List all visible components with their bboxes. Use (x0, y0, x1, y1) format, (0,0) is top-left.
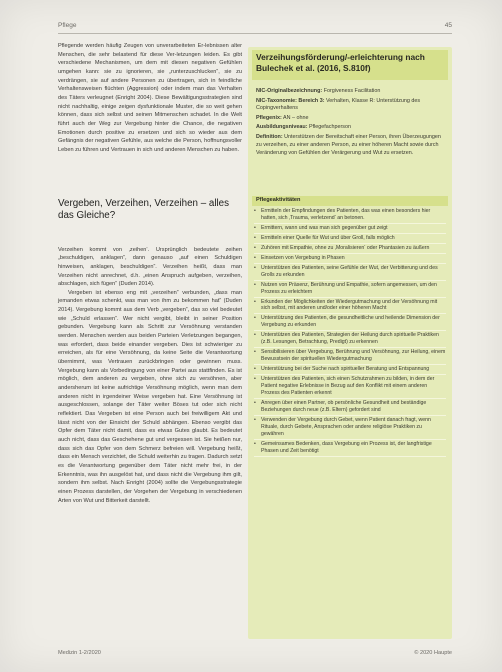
meta-label: NIC-Originalbezeichnung: (256, 88, 323, 94)
list-item: • Unterstützung bei der Suche nach spiritueller Beratung und Entspannung (254, 365, 446, 375)
bullet-icon: • (254, 399, 256, 406)
left-column (58, 42, 242, 505)
bullet-icon: • (254, 366, 256, 373)
meta-label: Ausbildungsniveau: (256, 124, 308, 131)
list-item: • Ermitteln einer Quelle für Wut und über Groll, falls möglich (254, 234, 446, 244)
info-box (248, 47, 452, 639)
list-item: • Unterstützung des Patienten, die gesundheitliche und heilende Dimension der Vergebung zu erkunden (254, 314, 446, 331)
list-item: • Unterstützen des Patienten, seine Gefühle der Wut, der Verbitterung und des Grolls zu erkunden (254, 264, 446, 281)
list-item: • Ermittern, wann und was man sich gegenüber gut zeigt (254, 224, 446, 234)
bullet-icon: • (254, 224, 256, 231)
meta-value: Verhalten, Klasse R: Unterstützung des Copingverhaltens (256, 97, 421, 112)
list-item: • Verwenden der Vergebung durch Gebet, wenn Patient danach fragt, wenn Rituale, durch Gebete, Ansprachen oder andere religiöse Praktiken zu gewähren (254, 416, 446, 440)
meta-row (256, 124, 446, 132)
footer-journal: Medizin 1-2/2020 (58, 650, 101, 656)
page-footer (58, 650, 452, 660)
list-item: • Erkunden der Möglichkeiten der Wiedergutmachung und der Versöhnung mit sich selbst, mit anderen und/oder einer höheren Macht (254, 298, 446, 315)
bullet-icon: • (254, 315, 256, 322)
bullet-icon: • (254, 281, 256, 288)
list-item: • Unterstützen des Patienten, Strategien der Heilung durch spirituelle Praktiken (z.B. Lesungen, Betrachtung, Predigt) zu erkennen (254, 331, 446, 348)
bullet-icon: • (254, 234, 256, 241)
list-item: • Unterstützen des Patienten, sich einen Schutzrahmen zu bilden, in dem der Patient negative Erlebnisse in Bezug auf den Konflikt mit einem anderen Prozess des Patienten erkennt (254, 375, 446, 399)
bullet-icon: • (254, 416, 256, 423)
page-number: 45 (444, 22, 452, 29)
list-item: • Gemeinsames Bedenken, dass Vergebung ein Prozess ist, der langfristige Phasen und Zeit benötigt (254, 440, 446, 457)
meta-value: Unterstützen der Bereitschaft einer Person, ihren Überzeugungen zu verzeihen, zu einer anderen Person, zu einer höheren Macht sowie durch Veränderung von Gefühlen der Verärgerung und Wut zu ersetzen. (256, 133, 441, 156)
activities-heading: Pflegeaktivitäten (252, 196, 448, 206)
body-paragraph-3: Vergeben ist ebenso eng mit „verzeihen“ verbunden, „dass man jemanden etwas schenkt, was man von ihm zu bekommen hat“ (Duden 2014). Vergebung kommt aus dem Verb „vergeben“, das so viel bedeutet wie „Schuld erlassen“. Wer nicht vergibt, bleibt in seiner Position gebunden. Vergebung kann als Schritt zur Versöhnung verstanden werden. Menschen werden aus beiden Parteien Verletzungen begangen, was erfordert, dass beide einander vergeben. Dies ist schwieriger zu erreichen, als für eine Versöhnung, da keine Seite die Verantwortung übernimmt, was Vertrauen zurückbringen oder gewinnen muss. Vergebung kann als Vorbedingung von einer Partei aus stattfinden. Es ist möglich, dem anderen zu vergeben, ohne sich zu versöhnen, aber andersherum ist keine aufrichtige Versöhnung möglich, wenn man dem anderen nicht in irgendeiner Weise vergeben hat. Eine Versöhnung ist ausgeschlossen, solange der Täter weiter Böses tut oder sich nicht reflektiert. Das Vergeben ist eine Person auch bei freiwilligem Akt und lässt nicht von der Einsicht der Schuld abhängen. Ebenso vergibt das Opfer dem Täter nicht damit, dass es etwas Gutes glaubt. Es bedeutet auch nicht, dass das Geschehene gut und vergessen ist. Sie heißen nur, dass sich das Opfer von dem Schmerz befreien will. Vergebung heißt, dass ein Mensch verzichtet, die Schuld weiterhin zu tragen. Dadurch setzt es die Verantwortung gegenüber dem Täter nicht mehr frei, in der Erkenntnis, was ihn ausgelöst hat, und dass nicht die Vergebung ihm gilt, sondern ihm selbst. Nach Enright (2004) sollte die Vergebungsstrategie einen Prozess darstellen, der Vorgehen der Vergebung in verschiedenen Arten von Wut und Bitterkeit darstellt. (58, 289, 242, 504)
list-item: • Nutzen von Präsenz, Berührung und Empathie, sofern angemessen, um den Prozess zu erleichtern (254, 281, 446, 298)
bullet-icon: • (254, 349, 256, 356)
list-item: • Anregen über einen Partner, ob persönliche Gesundheit und beständige Beziehungen durch neue (z.B. Eltern) gefordert sind (254, 399, 446, 416)
info-box-title: Verzeihungsförderung/-erleichterung nach Bulechek et al. (2016, S.810f) (252, 50, 448, 80)
meta-row (256, 98, 446, 114)
bullet-icon: • (254, 376, 256, 383)
body-paragraph-2: Verzeihen kommt von ‚zeihen‘. Ursprünglich bedeutete zeihen „beschuldigen, anklagen“, dann genauso „auf einen Schuldigen hinweisen, anklagen, beschuldigen“. Verzeihen heißt, dass man Verzeihen nicht anrechnet, d.h. „einen Anspruch aufgeben, verzeihen, abschlagen, sich fügen“ (Duden 2014). (58, 246, 242, 288)
list-item: • Sensibilisieren über Vergebung, Berührung und Versöhnung, zur Heilung, einem Bewusstsein der spirituellen Wiedergutmachung (254, 348, 446, 365)
section-heading: Vergeben, Verzeihen, Verzeihen – alles das Gleiche? (58, 197, 230, 221)
body-paragraph-1: Pflegende werden häufig Zeugen von unverarbeiteten Er-lebnissen alter Menschen, die sehr belastend für diese Ver-letzungen leiden. Es gibt verschiedene Mechanismen, um dem mit diesen negativen Gefühlen umgehen kann: sie zu ignorieren, sie „runterzuschlucken“, sie zu verdrängen, sie auf andere Personen zu übertragen, sich in feindliche Verhaltensweisen flüchten (Aggression) oder indem man das Verhalten des Täters verleugnet (Enright 2004). Diese Bewältigungsstrategien sind nicht nachhaltig, einige zeigen dysfunktionale Muster, die so weit gehen können, dass sich selbst und seinen Mitmenschen schadet. In die Welt führt auch der Weg zur Vergebung hinter die Chance, die negativen Emotionen durch positive zu ersetzen und sich so wieder aus dem Gefängnis der negativen Gefühle, aus welche die Person, hoffnungsvoller Leben zu führen und Vertrauen in sich und anderen Menschen zu haben. (58, 43, 242, 153)
list-item: • Einsetzen von Vergebung in Phasen (254, 254, 446, 264)
meta-label: Definition: (256, 133, 283, 140)
header-rule (58, 33, 452, 34)
bullet-icon: • (254, 244, 256, 251)
meta-row (256, 134, 446, 158)
meta-label: Pflegenix: (256, 114, 282, 121)
meta-row (256, 88, 446, 96)
bullet-icon: • (254, 440, 256, 447)
meta-label: NIC-Taxonomie: Bereich 3: (256, 97, 325, 104)
footer-copyright: © 2020 Haupte (414, 650, 452, 656)
list-item: • Zuhören mit Empathie, ohne zu ‚Moralisieren‘ oder Phantasien zu äußern (254, 244, 446, 254)
bullet-icon: • (254, 264, 256, 271)
activities-list (254, 207, 446, 457)
info-box-meta (256, 88, 446, 159)
meta-value: AN – ohne (282, 114, 309, 121)
list-item: • Ermitteln der Empfindungen des Patienten, das was einen besonders hier hatten, sich ‚Trauma, verletzend‘ an betonen. (254, 207, 446, 224)
bullet-icon: • (254, 332, 256, 339)
running-title: Pflege (58, 22, 77, 29)
bullet-icon: • (254, 254, 256, 261)
meta-value: Pflegefachperson (309, 124, 351, 131)
meta-row (256, 115, 446, 123)
meta-value: Forgiveness Facilitation (323, 88, 381, 94)
bullet-icon: • (254, 298, 256, 305)
bullet-icon: • (254, 208, 256, 214)
